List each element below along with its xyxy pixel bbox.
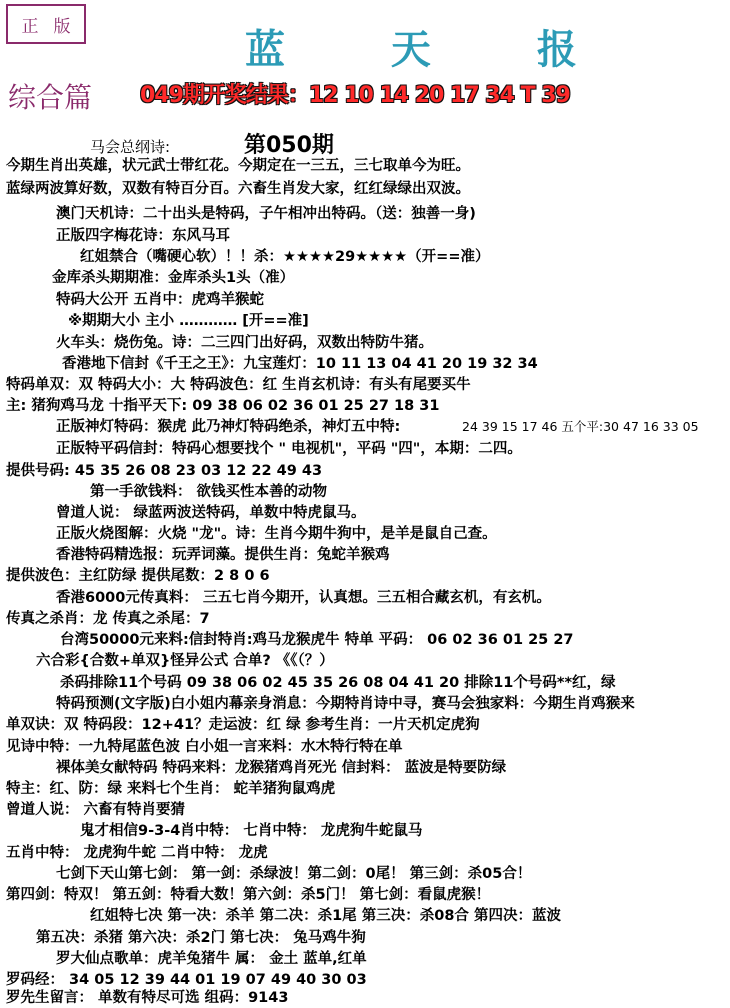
text-line: 金库杀头期期准：金库杀头1头（准） [52,270,295,286]
poem-subhead: 马会总纲诗: [90,138,171,156]
text-line: 香港特码精选报：玩弄词藻。提供生肖：兔蛇羊猴鸡 [56,547,390,563]
text-line: 鬼才相信9-3-4肖中特： 七肖中特： 龙虎狗牛蛇鼠马 [80,823,423,839]
text-line: 今期生肖出英雄，状元武士带红花。今期定在一三五，三七取单今为旺。 [6,158,470,174]
text-line: 特码预测(文字版)白小姐内幕亲身消息：今期特肖诗中寻，赛马会独家料：今期生肖鸡猴来 [56,696,635,712]
text-line: 正版神灯特码：猴虎 此乃神灯特码绝杀，神灯五中特: [56,419,401,435]
text-line: 特码单双：双 特码大小：大 特码波色：红 生肖玄机诗：有头有尾要买牛 [6,377,471,393]
text-line: 第五决：杀猪 第六决：杀2门 第七决： 兔马鸡牛狗 [36,930,366,946]
text-line: 提供波色：主红防绿 提供尾数：2 8 0 6 [6,568,270,584]
text-line: 杀码排除11个号码 09 38 06 02 45 35 26 08 04 41 20 排除11个号码**红，绿 [60,675,616,691]
text-line: 主: 猪狗鸡马龙 十指平天下: 09 38 06 02 36 01 25 27 18 31 [6,398,440,414]
text-line: 蓝绿两波算好数，双数有特百分百。六畜生肖发大家，红红绿绿出双波。 [6,181,470,197]
text-line: 第一手欲钱料： 欲钱买性本善的动物 [90,484,328,500]
text-line: 裸体美女献特码 特码来料：龙猴猪鸡肖死光 信封料： 蓝波是特要防绿 [56,760,507,776]
text-line: 香港地下信封《千王之王》：九宝莲灯：10 11 13 04 41 20 19 32 34 [62,356,538,372]
draw-result: 049期开奖结果：12 10 14 20 17 34 T 39 [140,83,570,108]
genuine-stamp [6,4,86,44]
text-line: 七剑下天山第七剑： 第一剑：杀绿波！第二剑：0尾！ 第三剑：杀05合！ [56,866,532,882]
text-line: 台湾50000元来料:信封特肖:鸡马龙猴虎牛 特单 平码： 06 02 36 01 25 27 [60,632,574,648]
text-line: 罗先生留言： 单数有特尽可选 组码：9143 [6,990,289,1006]
text-line: 红姐禁合（嘴硬心软）！！杀：★★★★29★★★★（开==准） [80,249,490,265]
text-line: 24 39 15 17 46 五个平:30 47 16 33 05 [462,419,699,434]
text-line: 提供号码: 45 35 26 08 23 03 12 22 49 43 [6,463,323,479]
text-line: 正版四字梅花诗：东风马耳 [56,228,230,244]
text-line: 曾道人说： 六畜有特肖要猜 [6,802,186,818]
text-line: 罗大仙点歌单：虎羊兔猪牛 属： 金土 蓝单,红单 [56,951,367,967]
text-line: 火车头：烧伤兔。诗：二三四门出好码，双数出特防牛猪。 [56,335,433,351]
text-line: 六合彩{合数+单双}怪异公式 合单? 《《（？） [36,653,334,669]
stamp-char-right: 版 [53,16,71,37]
text-line: ※期期大小 主小 ………… [开==准] [68,313,309,329]
text-line: 特主：红、防：绿 来料七个生肖： 蛇羊猪狗鼠鸡虎 [6,781,336,797]
text-line: 红姐特七决 第一决：杀羊 第二决：杀1尾 第三决：杀08合 第四决：蓝波 [90,908,561,924]
text-line: 单双诀：双 特码段：12+41？走运波：红 绿 参考生肖：一片天机定虎狗 [6,717,480,733]
text-line: 正版特平码信封：特码心想要找个 " 电视机"，平码 "四"，本期：二四。 [56,441,522,457]
newspaper-title: 蓝 天 报 [245,26,623,73]
text-line: 传真之杀肖：龙 传真之杀尾：7 [6,611,210,627]
text-line: 特码大公开 五肖中：虎鸡羊猴蛇 [56,292,265,308]
issue-number: 第050期 [244,133,334,158]
section-label: 综合篇 [8,81,93,114]
text-line: 见诗中特：一九特尾蓝色波 白小姐一言来料：水木特行特在单 [6,739,403,755]
text-line: 第四剑：特双！ 第五剑：特看大数！第六剑：杀5门！ 第七剑：看鼠虎猴！ [6,887,491,903]
text-line: 罗码经： 34 05 12 39 44 01 19 07 49 40 30 03 [6,972,367,988]
text-line: 五肖中特： 龙虎狗牛蛇 二肖中特： 龙虎 [6,845,268,861]
stamp-char-left: 正 [21,16,39,37]
text-line: 正版火烧图解：火烧 "龙"。诗：生肖今期牛狗中，是羊是鼠自己查。 [56,526,497,542]
text-line: 香港6000元传真料： 三五七肖今期开，认真想。三五相合藏玄机，有玄机。 [56,590,551,606]
text-line: 曾道人说： 绿蓝两波送特码，单数中特虎鼠马。 [56,505,366,521]
text-line: 澳门天机诗：二十出头是特码，子午相冲出特码。（送：独善一身) [56,206,476,222]
